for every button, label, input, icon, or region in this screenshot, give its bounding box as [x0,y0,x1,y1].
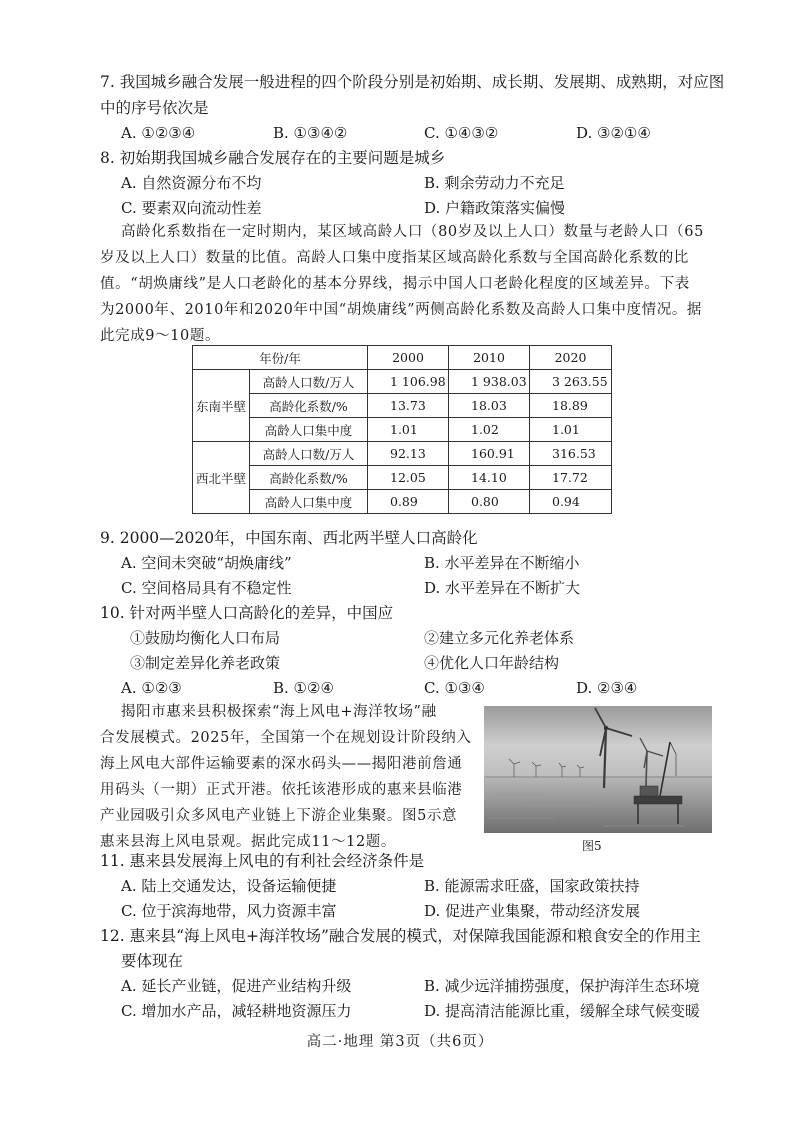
table-row [193,490,612,514]
q10-option-d: D. ②③④ [576,679,638,697]
q10-option-a: A. ①②③ [121,679,182,697]
q8-option-c: C. 要素双向流动性差 [121,199,262,217]
table-row-label: 高龄人口集中度 [250,490,368,514]
q7-option-c: C. ①④③② [424,124,499,142]
table-header-row [193,346,612,370]
figure-caption: 图5 [582,839,602,853]
table-row [193,370,612,394]
q8-stem: 8. 初始期我国城乡融合发展存在的主要问题是城乡 [100,149,446,167]
material2-line2: 合发展模式。2025年，全国第一个在规划设计阶段纳入 [100,730,472,746]
q10-stem: 10. 针对两半壁人口高龄化的差异，中国应 [100,604,394,622]
q9-stem: 9. 2000—2020年，中国东南、西北两半壁人口高龄化 [100,529,478,547]
q7-option-b: B. ①③④② [273,124,348,142]
table-row-label: 高龄化系数/% [250,394,368,418]
q12-option-c: C. 增加水产品，减轻耕地资源压力 [121,1002,352,1020]
table-cell: 1.01 [530,418,612,442]
table-cell: 1.02 [449,418,530,442]
table-cell: 0.80 [449,490,530,514]
table-cell: 0.89 [368,490,449,514]
q12-stem-line1: 12. 惠来县“海上风电+海洋牧场”融合发展的模式，对保障我国能源和粮食安全的作用主 [100,927,701,945]
q11-option-c: C. 位于滨海地带，风力资源丰富 [121,902,337,920]
q10-item-1: ①鼓励均衡化人口布局 [130,629,281,647]
offshore-wind-photo [484,706,712,833]
table-cell: 1 106.98 [368,370,449,394]
material1-line1: 高龄化系数指在一定时期内，某区域高龄人口（80岁及以上人口）数量与老龄人口（65 [121,224,704,240]
table-cell: 1.01 [368,418,449,442]
table-cell: 18.89 [530,394,612,418]
material2-line3: 海上风电大部件运输要素的深水码头——揭阳港前詹通 [100,756,463,772]
q7-stem-line1: 7. 我国城乡融合发展一般进程的四个阶段分别是初始期、成长期、发展期、成熟期，对应图 [100,73,725,91]
table-cell: 18.03 [449,394,530,418]
material2-line1: 揭阳市惠来县积极探索“海上风电+海洋牧场”融 [121,704,437,720]
aging-data-table [192,345,612,514]
table-row [193,394,612,418]
q9-option-b: B. 水平差异在不断缩小 [424,554,580,572]
material1-line2: 岁及以上人口）数量的比值。高龄人口集中度指某区域高龄化系数与全国高龄化系数的比 [100,250,689,266]
q12-option-b: B. 减少远洋捕捞强度，保护海洋生态环境 [424,977,700,995]
table-region-northwest: 西北半壁 [193,442,250,514]
table-row [193,418,612,442]
table-cell: 3 263.55 [530,370,612,394]
material1-line3: 值。“胡焕庸线”是人口老龄化的基本分界线，揭示中国人口老龄化程度的区域差异。下表 [100,276,690,292]
table-row [193,442,612,466]
q7-option-a: A. ①②③④ [121,124,196,142]
q12-option-a: A. 延长产业链，促进产业结构升级 [121,977,352,995]
q12-option-d: D. 提高清洁能源比重，缓解全球气候变暖 [424,1002,701,1020]
q8-option-b: B. 剩余劳动力不充足 [424,174,565,192]
material2-line4: 用码头（一期）正式开港。依托该港形成的惠来县临港 [100,782,463,798]
table-row-label: 高龄化系数/% [250,466,368,490]
table-cell: 316.53 [530,442,612,466]
table-header-2010: 2010 [449,346,530,370]
q10-option-b: B. ①②④ [273,679,334,697]
table-cell: 160.91 [449,442,530,466]
q7-stem-line2: 中的序号依次是 [100,99,209,117]
q10-item-3: ③制定差异化养老政策 [130,654,281,672]
q9-option-d: D. 水平差异在不断扩大 [424,579,581,597]
q11-option-d: D. 促进产业集聚，带动经济发展 [424,902,641,920]
q9-option-c: C. 空间格局具有不稳定性 [121,579,292,597]
material2-line6: 惠来县海上风电景观。据此完成11～12题。 [100,834,396,850]
table-region-southeast: 东南半壁 [193,370,250,442]
q8-option-d: D. 户籍政策落实偏慢 [424,199,566,217]
q10-item-2: ②建立多元化养老体系 [424,629,575,647]
q11-option-a: A. 陆上交通发达，设备运输便捷 [121,877,337,895]
table-cell: 14.10 [449,466,530,490]
table-row-label: 高龄人口集中度 [250,418,368,442]
q11-option-b: B. 能源需求旺盛，国家政策扶持 [424,877,640,895]
page-footer: 高二·地理 第3页（共6页） [306,1034,494,1050]
table-cell: 12.05 [368,466,449,490]
q10-item-4: ④优化人口年龄结构 [424,654,560,672]
q7-option-d: D. ③②①④ [576,124,651,142]
q11-stem: 11. 惠来县发展海上风电的有利社会经济条件是 [100,852,425,870]
material1-line5: 此完成9～10题。 [100,328,221,344]
material1-line4: 为2000年、2010年和2020年中国“胡焕庸线”两侧高龄化系数及高龄人口集中度情况。据 [100,302,703,318]
table-header-2020: 2020 [530,346,612,370]
table-cell: 92.13 [368,442,449,466]
table-header-year: 年份/年 [193,346,368,370]
table-row-label: 高龄人口数/万人 [250,442,368,466]
material2-line5: 产业园吸引众多风电产业链上下游企业集聚。图5示意 [100,808,458,824]
table-cell: 17.72 [530,466,612,490]
table-cell: 0.94 [530,490,612,514]
table-cell: 13.73 [368,394,449,418]
table-cell: 1 938.03 [449,370,530,394]
table-row-label: 高龄人口数/万人 [250,370,368,394]
q12-stem-line2: 要体现在 [121,952,184,970]
table-header-2000: 2000 [368,346,449,370]
q9-option-a: A. 空间未突破“胡焕庸线” [121,554,292,572]
q10-option-c: C. ①③④ [424,679,485,697]
table-row [193,466,612,490]
q8-option-a: A. 自然资源分布不均 [121,174,262,192]
